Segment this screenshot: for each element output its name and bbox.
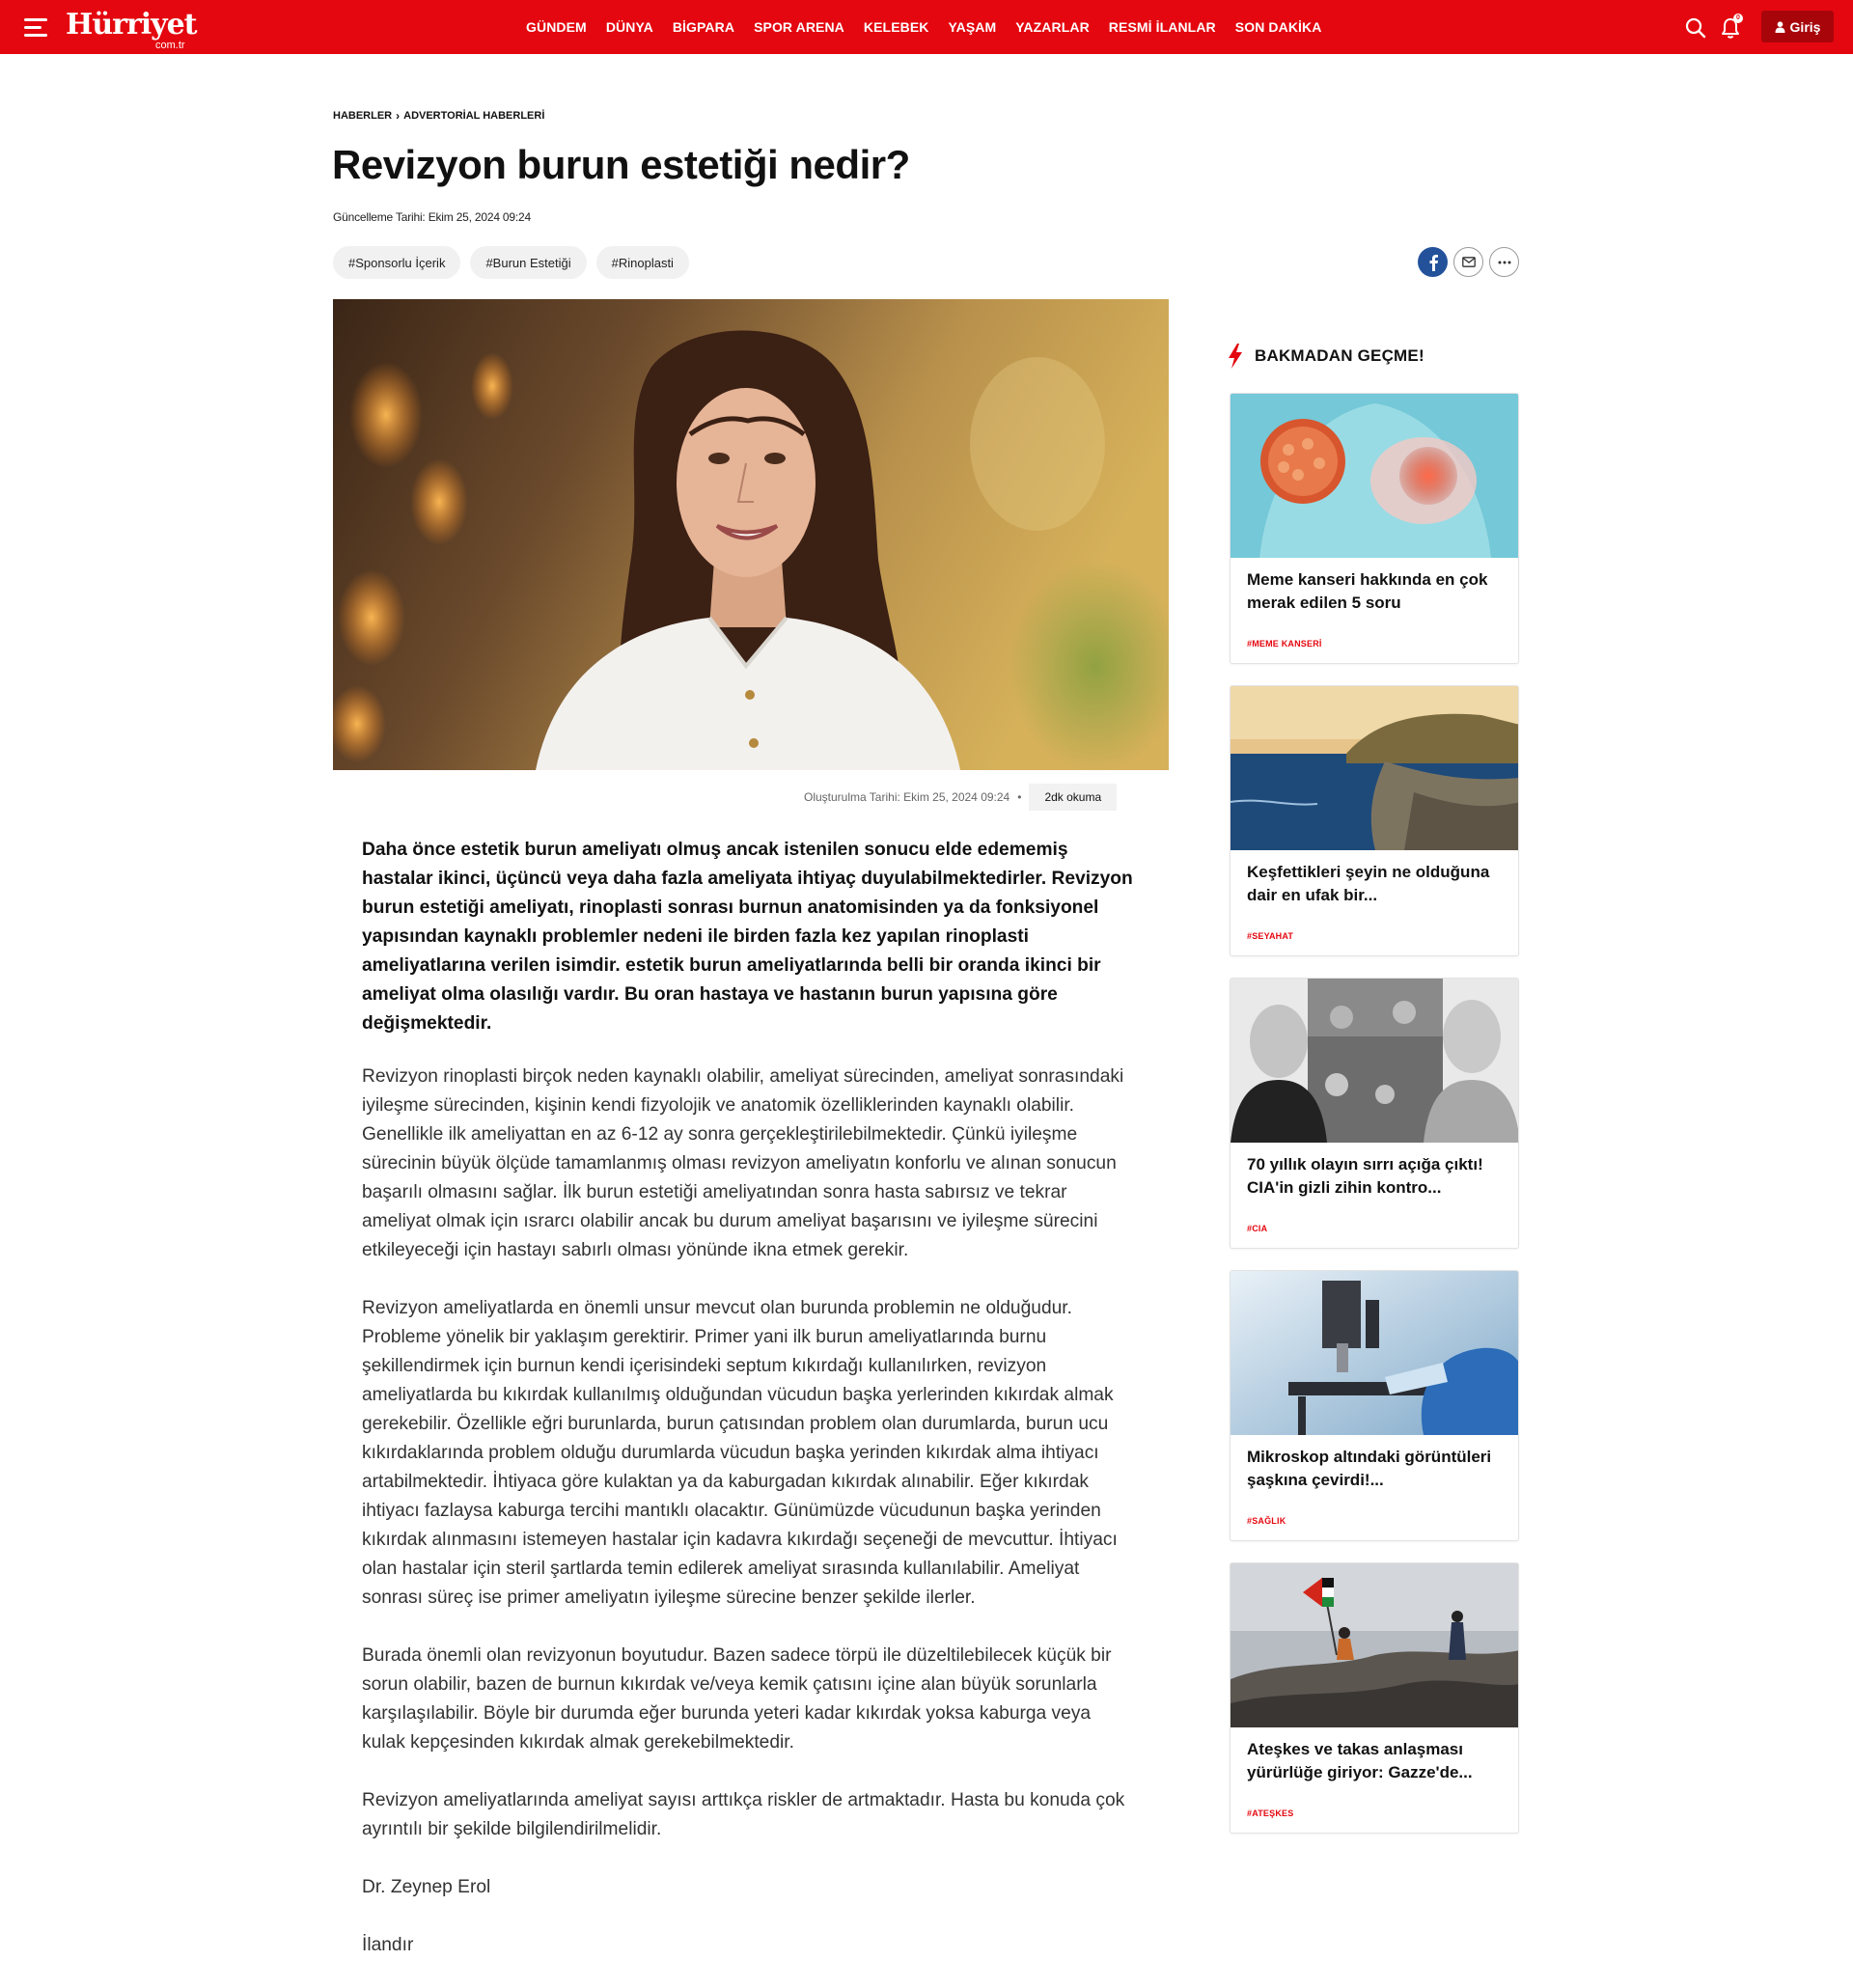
nav-item-yasam[interactable]: YAŞAM	[948, 19, 997, 35]
article-author: Dr. Zeynep Erol	[362, 1877, 491, 1897]
tag-burun-estetigi[interactable]: #Burun Estetiği	[470, 246, 586, 279]
article-paragraph: Burada önemli olan revizyonun boyutudur. Bazen sadece törpü ile düzeltilebilecek küçük bir sorun olabilir, bazen de burnun kıkırdak ve/veya kemik çatısını içine alan büyük sorunlarla karşılaşılabilir. Böyle bir durumda eğer burunda yeteri kadar kıkırdak yoksa kaburga veya kulak kepçesinden kıkırdak almak gerekebilmektedir.	[362, 1645, 1112, 1753]
card-tag[interactable]: #CIA	[1247, 1224, 1268, 1233]
lightning-icon	[1228, 344, 1243, 369]
facebook-share-button[interactable]	[1418, 247, 1448, 277]
more-dots-icon	[1498, 261, 1511, 264]
login-label: Giriş	[1789, 18, 1821, 35]
notification-bell-icon[interactable]	[1720, 16, 1743, 40]
logo-subtext: com.tr	[155, 40, 185, 51]
updated-date: Güncelleme Tarihi: Ekim 25, 2024 09:24	[333, 210, 531, 224]
logo-text: Hürriyet	[66, 8, 197, 41]
card-title: Keşfettikleri şeyin ne olduğuna dair en ufak bir...	[1247, 863, 1490, 904]
menu-icon[interactable]	[24, 18, 47, 38]
card-title: Mikroskop altındaki görüntüleri şaşkına çevirdi!...	[1247, 1448, 1492, 1489]
facebook-icon	[1427, 254, 1439, 271]
sidebar-title: BAKMADAN GEÇME!	[1255, 346, 1424, 365]
card-title: Meme kanseri hakkında en çok merak edilen 5 soru	[1247, 570, 1488, 612]
sidebar-card[interactable]	[1230, 978, 1519, 1249]
meta-separator: •	[1017, 790, 1022, 804]
top-navigation-bar	[0, 0, 1853, 54]
breadcrumb	[333, 109, 544, 123]
card-tag[interactable]: #ATEŞKES	[1247, 1809, 1294, 1818]
tag-rinoplasti[interactable]: #Rinoplasti	[596, 246, 689, 279]
article-paragraph: Revizyon rinoplasti birçok neden kaynaklı olabilir, ameliyat sürecinden, ameliyat sonrasındaki iyileşme sürecinden, kişinin kendi fizyolojik ve anatomik özelliklerinden kaynaklı olabilir. Genellikle ilk ameliyattan en az 6-12 ay sonra gerçekleştirilebilmektedir. Çünkü iyileşme sürecinin büyük ölçüde tamamlanmış olması revizyon ameliyatın konforlu ve alınan sonucun başarılı olmasını sağlar. İlk burun estetiği ameliyatından sonra hasta sabırsız ve tekrar ameliyat olmak için ısrarcı olabilir ancak bu durum ameliyat başarısını ve iyileşme sürecini etkileyeceği için hastayı sabırlı olması yönünde ikna etmek gerekir.	[362, 1066, 1124, 1260]
article-meta	[804, 784, 1117, 811]
nav-item-resmi-ilanlar[interactable]: RESMİ İLANLAR	[1108, 19, 1216, 35]
nav-item-dunya[interactable]: DÜNYA	[605, 19, 653, 35]
nav-item-son-dakika[interactable]: SON DAKİKA	[1234, 19, 1322, 35]
breadcrumb-advertorial[interactable]: ADVERTORİAL HABERLERİ	[403, 110, 545, 122]
tag-list	[333, 246, 699, 279]
article-hero-image	[333, 299, 1169, 770]
card-thumbnail	[1231, 979, 1519, 1143]
sidebar-card[interactable]	[1230, 1562, 1519, 1834]
card-tag[interactable]: #SEYAHAT	[1247, 931, 1294, 941]
notification-badge: 0	[1733, 14, 1743, 23]
login-button[interactable]	[1761, 11, 1834, 42]
more-share-button[interactable]	[1489, 247, 1519, 277]
nav-item-spor-arena[interactable]: SPOR ARENA	[754, 19, 844, 35]
card-title: 70 yıllık olayın sırrı açığa çıktı! CIA'in gizli zihin kontro...	[1247, 1155, 1483, 1197]
tag-sponsorlu-icerik[interactable]: #Sponsorlu İçerik	[333, 246, 460, 279]
nav-item-yazarlar[interactable]: YAZARLAR	[1015, 19, 1090, 35]
search-icon[interactable]	[1684, 16, 1707, 40]
sidebar-header	[1228, 344, 1424, 369]
card-thumbnail	[1231, 1563, 1519, 1727]
article-lead: Daha önce estetik burun ameliyatı olmuş ancak istenilen sonucu elde edememiş hastalar ikinci, üçüncü veya daha fazla ameliyata ihtiyaç duyulabilmektedirler. Revizyon burun estetiği ameliyatı, rinoplasti sonrası burnun anatomisinden ya da fonksiyonel yapısından kaynaklı problemler nedeni ile birden fazla kez yapılan rinoplasti ameliyatlarına verilen isimdir. estetik burun ameliyatlarında belli bir oranda ikinci bir ameliyat olma olasılığı vardır. Bu oran hastaya ve hastanın burun yapısına göre değişmektedir.	[362, 840, 1133, 1034]
card-thumbnail	[1231, 394, 1519, 558]
article-body	[362, 836, 1139, 1988]
nav-item-kelebek[interactable]: KELEBEK	[863, 19, 929, 35]
card-tag[interactable]: #MEME KANSERİ	[1247, 639, 1322, 649]
mail-icon	[1462, 257, 1476, 267]
chevron-right-icon: ›	[396, 109, 401, 123]
main-nav	[526, 0, 1341, 54]
article-paragraph: Revizyon ameliyatlarda en önemli unsur mevcut olan burunda problemin ne olduğudur. Probleme yönelik bir yaklaşım gerektirir. Primer yani ilk burun ameliyatlarında burnu şekillendirmek için burnun kendi içerisindeki septum kıkırdağı kullanılırken, revizyon ameliyatlarda bu kıkırdak kullanılmış olduğundan vücudun başka yerlerinden kıkırdak almak gerekebilir. Özellikle eğri burunlarda, burun çatısından problem olan durumlarda, burun ucu kıkırdaklarında problem olduğu durumlarda vücudun başka yerinden kıkırdak alma ihtiyacı artabilmektedir. İhtiyaca göre kulaktan ya da kaburgadan kıkırdak alınabilir. Eğer kıkırdak ihtiyacı fazlaysa kaburga tercihi mantıklı olacaktır. Günümüzde vücudunun başka yerinden kıkırdak alınmasını istemeyen hastalar için kadavra kıkırdağı seçeneği de mevcuttur. İhtiyacı olan hastalar için steril şartlarda temin edilerek ameliyat sırasında kullanılabilir. Ameliyat sonrası süreç ise primer ameliyatın iyileşme sürecine benzer şekilde ilerler.	[362, 1298, 1118, 1608]
read-time-badge: 2dk okuma	[1029, 784, 1117, 811]
email-share-button[interactable]	[1453, 247, 1483, 277]
sidebar-card[interactable]	[1230, 685, 1519, 956]
advertisement-note: İlandır	[362, 1935, 414, 1955]
article-paragraph: Revizyon ameliyatlarında ameliyat sayısı arttıkça riskler de artmaktadır. Hasta bu konuda çok ayrıntılı bir şekilde bilgilendirilmelidir.	[362, 1790, 1125, 1839]
created-date: Oluşturulma Tarihi: Ekim 25, 2024 09:24	[804, 790, 1010, 804]
breadcrumb-haberler[interactable]: HABERLER	[333, 110, 393, 122]
nav-item-gundem[interactable]: GÜNDEM	[526, 19, 587, 35]
nav-item-bigpara[interactable]: BİGPARA	[672, 19, 735, 35]
card-title: Ateşkes ve takas anlaşması yürürlüğe giriyor: Gazze'de...	[1247, 1740, 1473, 1781]
site-logo[interactable]	[66, 8, 201, 50]
card-tag[interactable]: #SAĞLIK	[1247, 1516, 1286, 1526]
sidebar-card[interactable]	[1230, 1270, 1519, 1541]
card-thumbnail	[1231, 1271, 1519, 1435]
article-title: Revizyon burun estetiği nedir?	[332, 142, 910, 187]
card-thumbnail	[1231, 686, 1519, 850]
user-icon	[1775, 21, 1785, 33]
sidebar-card[interactable]	[1230, 393, 1519, 664]
